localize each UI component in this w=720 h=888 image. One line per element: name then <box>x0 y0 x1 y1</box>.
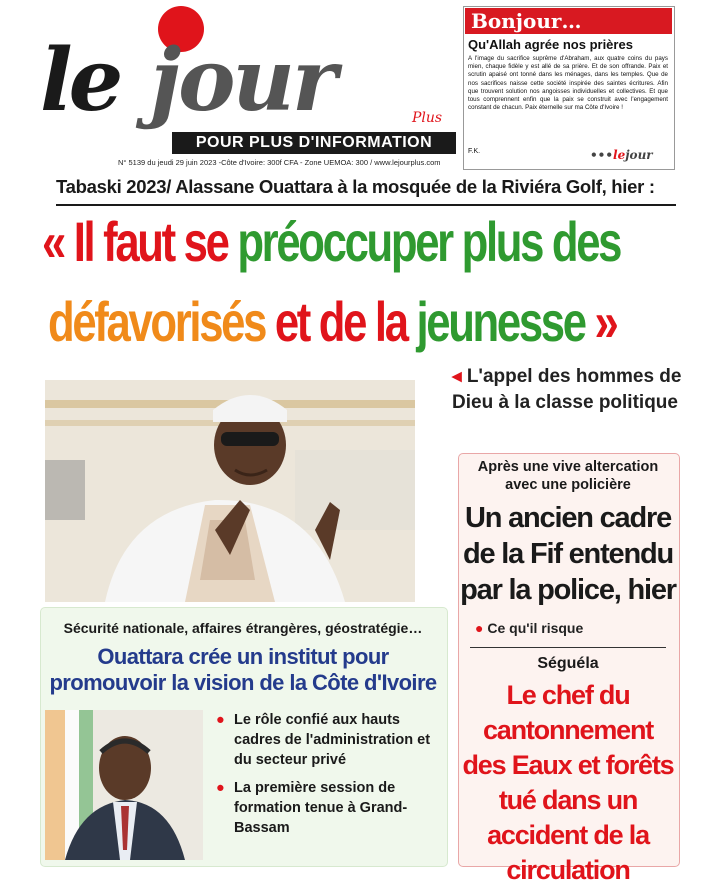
bullet-icon: ● <box>475 620 484 636</box>
right-story-bullet-text: Ce qu'il risque <box>487 620 584 636</box>
side-note-text: L'appel des hommes de Dieu à la classe politique <box>452 366 682 413</box>
headline-part-red: « Il faut se <box>42 210 238 273</box>
headline-part-green-2: jeunesse <box>416 290 585 353</box>
divider-rule <box>56 204 676 206</box>
bonjour-logo-le: le <box>613 148 626 162</box>
right-story-bullet <box>475 620 583 636</box>
headline-part-close-quote: » <box>584 290 617 353</box>
headline-part-orange: défavorisés <box>48 290 275 353</box>
arrow-left-icon: ◂ <box>452 366 462 387</box>
seguela-label: Séguéla <box>537 655 599 672</box>
praying-man-illustration <box>45 380 415 602</box>
logo-jour: jour <box>150 30 335 131</box>
bonjour-heading: Bonjour… <box>465 8 672 34</box>
logo-plus: Plus <box>412 110 443 126</box>
tagline-bar: POUR PLUS D'INFORMATION <box>172 132 456 154</box>
left-story-kicker: Sécurité nationale, affaires étrangères, géostratégie… <box>63 620 423 636</box>
bonjour-logo-jour: jour <box>625 148 653 162</box>
bonjour-text: A l'image du sacrifice suprême d'Abraham, aux quatre coins du pays mien, chaque fidèle y est allé de sa prière. Et de son offrande. Paix et scrutin apaisé ont tonné dans les ménages, dans les temples. Que de nos sacrifices naisse cette société inspirée des saintes écritures. Afin que trouvent solution nos angoisses individuelles et collectives. Et que tous comprennent enfin que la paix se construit avec l'engagement constant de chacun. Paix éternelle sur ma Côte d'Ivoire ! <box>468 55 668 112</box>
portrait-photo <box>45 710 203 860</box>
list-item <box>216 710 441 770</box>
bullet-icon: ● <box>216 712 225 728</box>
right-story-headline: Un ancien cadre de la Fif entendu par la police, hier <box>460 502 676 606</box>
logo-le: le <box>40 30 120 131</box>
bonjour-title: Qu'Allah agrée nos prières <box>468 37 633 52</box>
left-story-bullet-2: La première session de formation tenue à Grand-Bassam <box>234 780 408 836</box>
list-item <box>216 778 441 838</box>
headline-part-green: préoccuper plus des <box>237 210 621 273</box>
bullet-icon: ● <box>216 780 225 796</box>
right-story-divider <box>470 647 666 648</box>
portrait-illustration <box>45 710 203 860</box>
bonjour-signature: F.K. <box>468 148 481 155</box>
left-story-bullets <box>216 710 441 846</box>
headline-kicker: Tabaski 2023/ Alassane Ouattara à la mosquée de la Riviéra Golf, hier : <box>56 176 655 197</box>
bonjour-logo <box>590 148 653 162</box>
left-story-bullet-1: Le rôle confié aux hauts cadres de l'administration et du secteur privé <box>234 712 431 768</box>
headline-line-1 <box>42 210 621 273</box>
headline-part-red-2: et de la <box>274 290 417 353</box>
seguela-headline: Le chef du cantonnement des Eaux et forêts tué dans un accident de la circulation <box>462 680 674 885</box>
left-story-headline: Ouattara crée un institut pour promouvoir la vision de la Côte d'Ivoire <box>49 644 437 695</box>
main-photo <box>45 380 415 602</box>
right-story-kicker: Après une vive altercation avec une policière <box>477 459 659 493</box>
edition-info: N° 5139 du jeudi 29 juin 2023 -Côte d'Ivoire: 300f CFA - Zone UEMOA: 300 / www.lejourplus.com <box>118 158 441 167</box>
headline-line-2 <box>48 290 617 353</box>
side-note <box>452 364 692 416</box>
bonjour-logo-dots: ••• <box>590 148 614 162</box>
